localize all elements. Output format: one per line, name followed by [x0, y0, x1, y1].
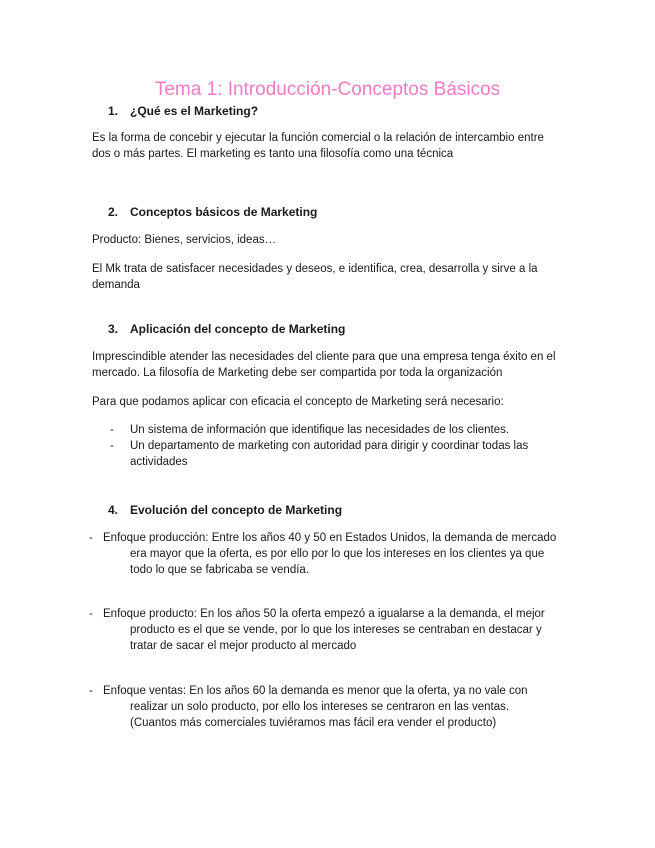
paragraph-line: Producto: Bienes, servicios, ideas…	[92, 234, 277, 246]
bullet-text: Un sistema de información que identifique las necesidades de los clientes.	[130, 424, 510, 436]
paragraph-line: El Mk trata de satisfacer necesidades y deseos, e identifica, crea, desarrolla y sirve a la	[92, 263, 538, 275]
section-4-number: 4.	[108, 503, 119, 517]
section-3-paragraph-2	[92, 394, 572, 410]
paragraph-line: dos o más partes. El marketing es tanto una filosofía como una técnica	[92, 148, 454, 160]
item-continuation-line: tratar de sacar el mejor producto al mercado	[130, 640, 357, 652]
section-1-heading-text: ¿Qué es el Marketing?	[130, 104, 259, 118]
paragraph-line: Imprescindible atender las necesidades del cliente para que una empresa tenga éxito en el	[92, 351, 556, 363]
item-dash: -	[89, 685, 93, 697]
bullet-dash: -	[110, 440, 114, 452]
section-3-heading	[108, 321, 345, 337]
section-1-number: 1.	[108, 104, 119, 118]
paragraph-line: Es la forma de concebir y ejecutar la función comercial o la relación de intercambio entre	[92, 132, 544, 144]
section-1-paragraph	[92, 130, 572, 162]
section-3-paragraph-1	[92, 349, 572, 381]
item-continuation-line: (Cuantos más comerciales tuviéramos mas fácil era vender el producto)	[130, 717, 497, 729]
section-2-heading-text: Conceptos básicos de Marketing	[130, 205, 318, 219]
document-title: Tema 1: Introducción-Conceptos Básicos	[154, 79, 501, 100]
section-4-heading	[108, 502, 342, 518]
item-dash: -	[89, 608, 93, 620]
section-2-paragraph-2	[92, 261, 572, 293]
item-dash: -	[89, 532, 93, 544]
item-first-line: Enfoque producto: En los años 50 la oferta empezó a igualarse a la demanda, el mejor	[103, 608, 545, 620]
item-continuation-line: todo lo que se fabricaba se vendía.	[130, 564, 310, 576]
item-continuation-line: era mayor que la oferta, es por ello por lo que los intereses en los clientes ya que	[130, 548, 545, 560]
section-3-number: 3.	[108, 322, 119, 336]
section-2-number: 2.	[108, 205, 119, 219]
bullet-text: Un departamento de marketing con autoridad para dirigir y coordinar todas las	[130, 440, 529, 452]
section-2-paragraph-1	[92, 232, 572, 248]
item-first-line: Enfoque producción: Entre los años 40 y 50 en Estados Unidos, la demanda de mercado	[103, 532, 557, 544]
item-continuation-line: producto es el que se vende, por lo que los intereses se centraban en destacar y	[130, 624, 542, 636]
bullet-dash: -	[110, 424, 114, 436]
paragraph-line: demanda	[92, 279, 140, 291]
item-continuation-line: realizar un solo producto, por ello los intereses se centraron en las ventas.	[130, 701, 510, 713]
item-first-line: Enfoque ventas: En los años 60 la demanda es menor que la oferta, ya no vale con	[103, 685, 528, 697]
section-2-heading	[108, 204, 317, 220]
bullet-text: actividades	[130, 456, 188, 468]
paragraph-line: mercado. La filosofía de Marketing debe ser compartida por toda la organización	[92, 367, 503, 379]
paragraph-line: Para que podamos aplicar con eficacia el concepto de Marketing será necesario:	[92, 396, 504, 408]
section-3-heading-text: Aplicación del concepto de Marketing	[130, 322, 346, 336]
section-4-heading-text: Evolución del concepto de Marketing	[130, 503, 343, 517]
section-1-heading	[108, 103, 258, 119]
